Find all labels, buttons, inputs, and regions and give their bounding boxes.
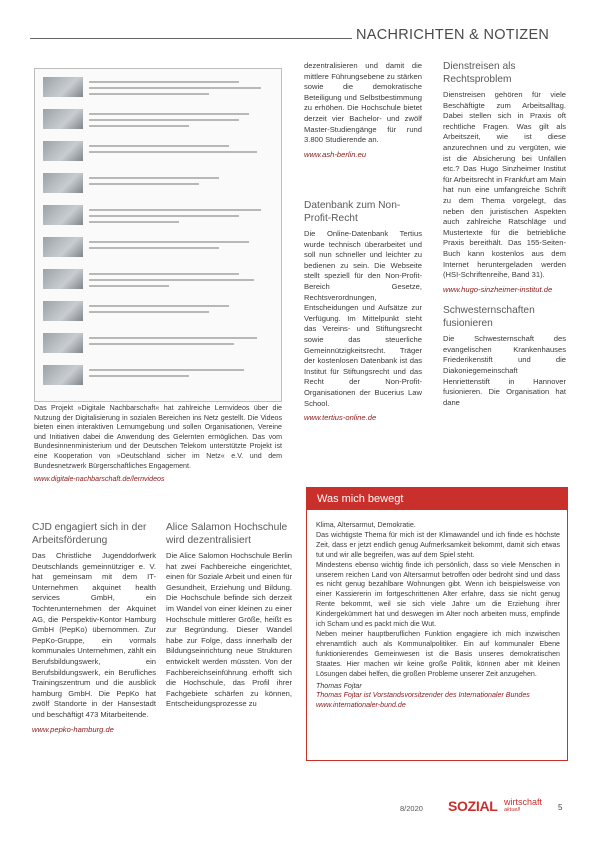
caption-link[interactable]: www.digitale-nachbarschaft.de/lernvideos (34, 475, 165, 484)
box-paragraph: Das wichtigste Thema für mich ist der Klimawandel und ich finde es höchste Zeit, dass er jetzt endlich genug Aufmerksamkeit bekommt, damit sich etwas tut und wir alle begreifen, was auf dem Spiel steht. (316, 530, 560, 559)
page-number: 5 (558, 803, 563, 812)
issue-number: 8/2020 (400, 804, 423, 813)
box-body (316, 521, 560, 711)
image-row (43, 365, 273, 387)
image-row (43, 301, 273, 323)
article-link[interactable]: www.ash-berlin.eu (304, 149, 367, 159)
image-row (43, 333, 273, 355)
article-body: Das Christliche Jugenddorfwerk Deutschlands gemeinnütziger e. V. hat gemeinsam mit dem IT-Unternehmen akquinet health services GmbH, ein Tochterunternehmen der Akquinet AG, die Perspektiv-Kontor Hamburg GmbH (PepKo) übernommen. Zur PepKo-Gruppe, ein vormals kommunales Unternehmen, zählt ein Berufsbildungswerk, ein Berufsbildungswerk, ein Berufliches Trainingszentrum und die ausblick hamburg GmbH. Die PepKo hat zwölf Standorte in der Hansestadt und beschäftigt 473 Mitarbeitende. (32, 551, 156, 719)
article-title: Alice Salamon Hochschule wird dezentralisiert (166, 522, 288, 546)
brand-logo: SOZIAL (448, 798, 498, 814)
article-title: CJD engagiert sich in der Arbeitsförderung (32, 522, 147, 546)
article-body: Die Schwesternschaft des evangelischen Krankenhauses Friederikenstift und die Diakoniegemeinschaft Henriettenstift in Hannover fusionieren. Die Organisation hat dane (443, 334, 566, 407)
box-paragraph: Klima, Altersarmut, Demokratie. (316, 521, 416, 529)
article-dienstreisen (443, 61, 566, 408)
box-paragraph: Neben meiner hauptberuflichen Funktion engagiere ich mich inzwischen ehrenamtlich auch als Kommunalpolitiker. Ein auf kommunaler Ebene funktionierendes Gemeinwesen ist die Basis unseres demokratischen Staates. Hier machen wir keine große Politik, können aber mit kleinen Lösungen dabei helfen, die großen Probleme unserer Zeit anzugehen. (316, 629, 560, 678)
image-row (43, 173, 273, 195)
image-row (43, 109, 273, 131)
was-mich-bewegt-box (306, 487, 568, 761)
article-salomon (166, 522, 292, 710)
article-body: Die Online-Datenbank Tertius wurde technisch überarbeitet und soll nun schneller und leichter zu bedienen zu sein. Die Webseite stellt speziell für den Non-Profit-Bereich Gesetze, Rechtsverordnungen, Entscheidungen und Aufsätze zur Verfügung. Im Mittelpunkt steht das Vereins- und Stiftungsrecht sowie das steuerliche Gemeinnützigkeitsrecht. Träger der kostenlosen Datenbank ist das Institut für Stiftungsrecht und das Recht der Non-Profit-Organisationen der Bucerius Law School. (304, 229, 422, 408)
article-link[interactable]: www.hugo-sinzheimer-institut.de (443, 284, 553, 294)
brand-logo-suffix: wirtschaft (504, 797, 543, 807)
image-row (43, 237, 273, 259)
box-paragraph: Mindestens ebenso wichtig finde ich persönlich, dass so viele Menschen in unserem reichen Land von Altersarmut betroffen oder bedroht sind und dass es nicht genug bezahlbare Wohnungen gibt. Wenn ich beispielsweise von einer Kassiererin im fortgeschrittenen Alter erfahre, dass sie nicht genug Rente bekommt, weil sie sich viele Jahre um die Erziehung ihrer Kindergekümmert hat und deswegen im Alter noch arbeiten muss, empfinde ich Scham und es packt mich die Wut. (316, 560, 560, 629)
image-row (43, 77, 273, 99)
screenshot-image (34, 68, 282, 402)
image-row (43, 269, 273, 291)
article-title: Dienstreisen als Rechtsproblem (443, 61, 516, 85)
article-title: Datenbank zum Non-Profit-Recht (304, 200, 401, 224)
box-title: Was mich bewegt (317, 493, 404, 505)
article-title: Schwesternschaften fusionieren (443, 305, 535, 329)
article-body: Dienstreisen gehören für viele Beschäftigte zum Arbeitsalltag. Dabei stellen sich in Praxis oft rechtliche Fragen. Was gilt als Arbeitszeit, wie ist diese anzurechnen und zu vergüten, wie ist die Absicherung bei Unfällen etc.? Das Hugo Sinzheimer Institut für Arbeitsrecht in Frankfurt am Main hat nun eine umfangreiche Schrift zu dem Thema vorgelegt, das neben den juristischen Aspekten auch zahlreiche Ratschläge und Mustertexte für die betriebliche Praxis bereithält. Das 155-Seiten-Buch kann kostenlos aus dem Internet heruntergeladen werden (HSI-Schriftenreihe, Band 31). (443, 90, 566, 280)
article-datenbank (304, 200, 422, 424)
article-link[interactable]: www.pepko-hamburg.de (32, 724, 114, 734)
image-row (43, 205, 273, 227)
brand-logo-small: aktuell (504, 807, 520, 813)
box-header (307, 488, 567, 510)
caption-text: Das Projekt »Digitale Nachbarschaft« hat zahlreiche Lernvideos über die Nutzung der Digitalisierung in sozialen Bereichen ins Netz gestellt. Die Videos bieten einen interaktiven Lernumgebung und sollen Organisationen, Vereine und Initiativen dabei die Anwendung des Gelernten ermöglichen. Das vom Bundesinnenministerium und der Deutschen Telekom unterstützte Projekt ist eine Kooperation von »Deutschland sicher im Netz« e.V. und dem Bundesnetzwerk Bürgerschaftliches Engagement. (34, 404, 282, 470)
image-caption (34, 404, 282, 485)
article-body: dezentralisieren und damit die mittlere Führungsebene zu stärken sowie die demokratische Beteiligung und Selbstbestimmung zu erhöhen. Die Hochschule bietet derzeit vier Bachelor- und zwölf Master-Studiengänge für rund 3.800 Studierende an. (304, 61, 422, 145)
section-title: NACHRICHTEN & NOTIZEN (356, 27, 550, 43)
image-row (43, 141, 273, 163)
header-rule (30, 38, 352, 39)
quote-author: Thomas Fojtar (316, 681, 362, 690)
article-link[interactable]: www.tertius-online.de (304, 413, 377, 423)
article-body: Die Alice Salomon Hochschule Berlin hat zwei Fachbereiche eingerichtet, einen für Soziale Arbeit und einen für Gesundheit, Erziehung und Bildung. Die Hochschule befinde sich derzeit im Wandel von einer kleinen zu einer Hochschule mittlerer Größe, heißt es zur Begründung. Dieser Wandel habe zur Folge, dass innerhalb der Bildungseinrichtung neue Strukturen entwickelt werden müssten. Von der Fachbereichseinführung erhofft sich die Hochschule, das Profil ihrer Fachgebiete schärfen zu können, Entscheidungsprozesse zu (166, 551, 292, 709)
article-cjd (32, 522, 156, 735)
quote-role: Thomas Fojtar ist Vorstandsvorsitzender des Internationaler Bundes (316, 691, 530, 700)
page-footer (400, 798, 570, 818)
box-link[interactable]: www.internationaler-bund.de (316, 701, 406, 710)
article-salomon-continued (304, 61, 422, 160)
